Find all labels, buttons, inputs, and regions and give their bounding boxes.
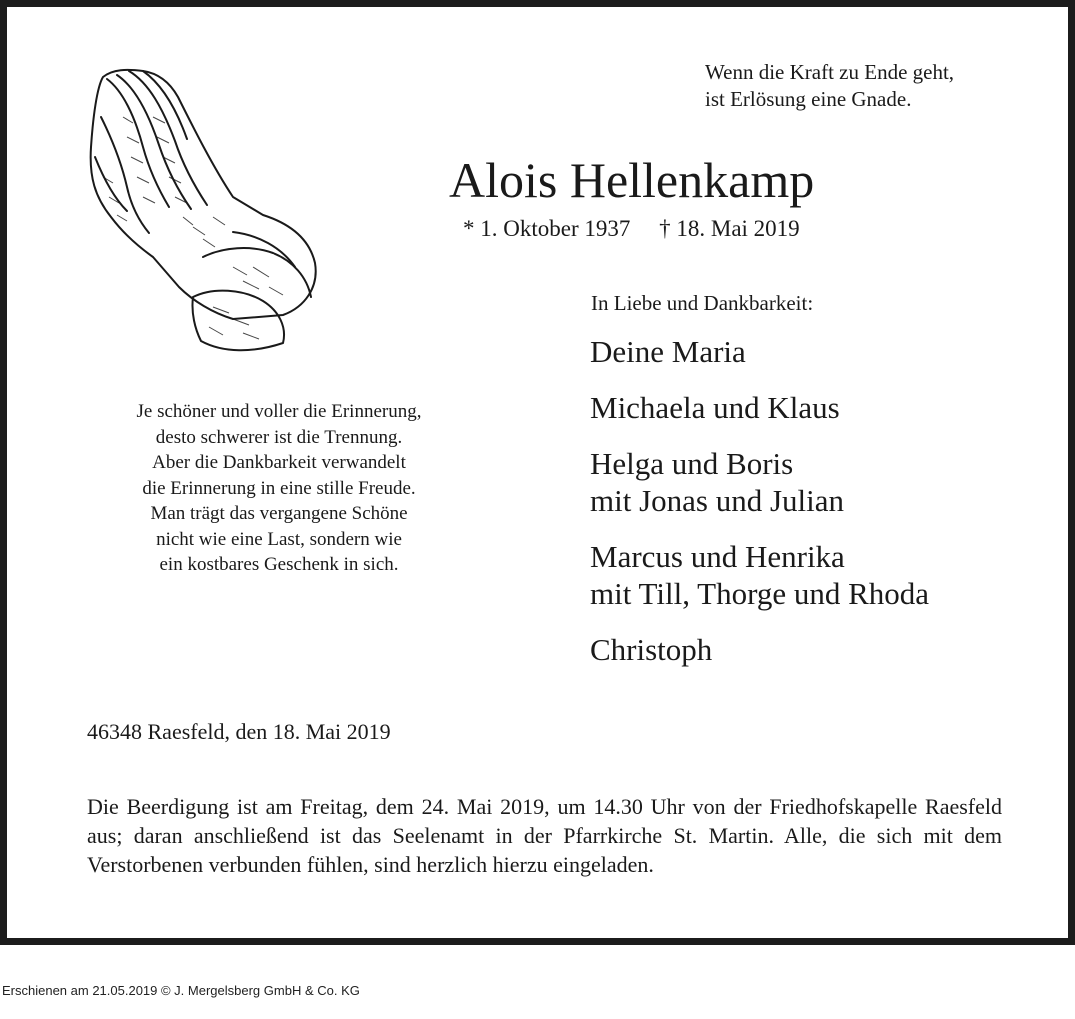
funeral-notice: Die Beerdigung ist am Freitag, dem 24. Mai 2019, um 14.30 Uhr von der Friedhofskapelle Raesfeld aus; daran anschließend ist das Seelenamt in der Pfarrkirche St. Martin. Alle, die sich mit dem Verstorbenen verbunden fühlen, sind herzlich hierzu eingeladen. [87,794,1002,877]
motto [705,59,954,113]
quote-line: desto schwerer ist die Trennung. [155,426,403,448]
mourner-group [590,445,929,519]
quote-line: nicht wie eine Last, sondern wie [156,528,402,550]
mourner-group [590,389,929,426]
deceased-name: Alois Hellenkamp [449,152,815,208]
mourners-intro: In Liebe und Dankbarkeit: [591,291,814,315]
mourner-group [590,333,929,370]
mourner-line: Helga und Boris [590,446,794,481]
mourners-list [590,333,929,687]
mourner-line: Michaela und Klaus [590,390,840,425]
quote-line: Je schöner und voller die Erinnerung, [136,401,422,422]
life-dates [463,214,800,244]
mourner-line: Deine Maria [590,334,746,369]
mourner-group [590,538,929,612]
mourner-line: mit Jonas und Julian [590,483,845,518]
mourner-line: Marcus und Henrika [590,539,845,574]
mourner-group [590,631,929,668]
quote-line: Man trägt das vergangene Schöne [150,503,408,524]
mourner-line: Christoph [590,632,713,667]
motto-line: ist Erlösung eine Gnade. [705,87,912,111]
publication-footer: Erschienen am 21.05.2019 © J. Mergelsberg GmbH & Co. KG [2,983,360,998]
place-date: 46348 Raesfeld, den 18. Mai 2019 [87,719,391,744]
praying-hands-icon [83,57,323,357]
quote-line: die Erinnerung in eine stille Freude. [142,477,416,499]
death-date: † 18. Mai 2019 [659,216,800,241]
quote-line: Aber die Dankbarkeit verwandelt [152,452,406,473]
motto-line: Wenn die Kraft zu Ende geht, [705,60,955,84]
quote-line: ein kostbares Geschenk in sich. [159,554,399,575]
mourner-line: mit Till, Thorge und Rhoda [590,576,930,611]
birth-date: * 1. Oktober 1937 [463,216,631,241]
memorial-quote [69,399,489,578]
